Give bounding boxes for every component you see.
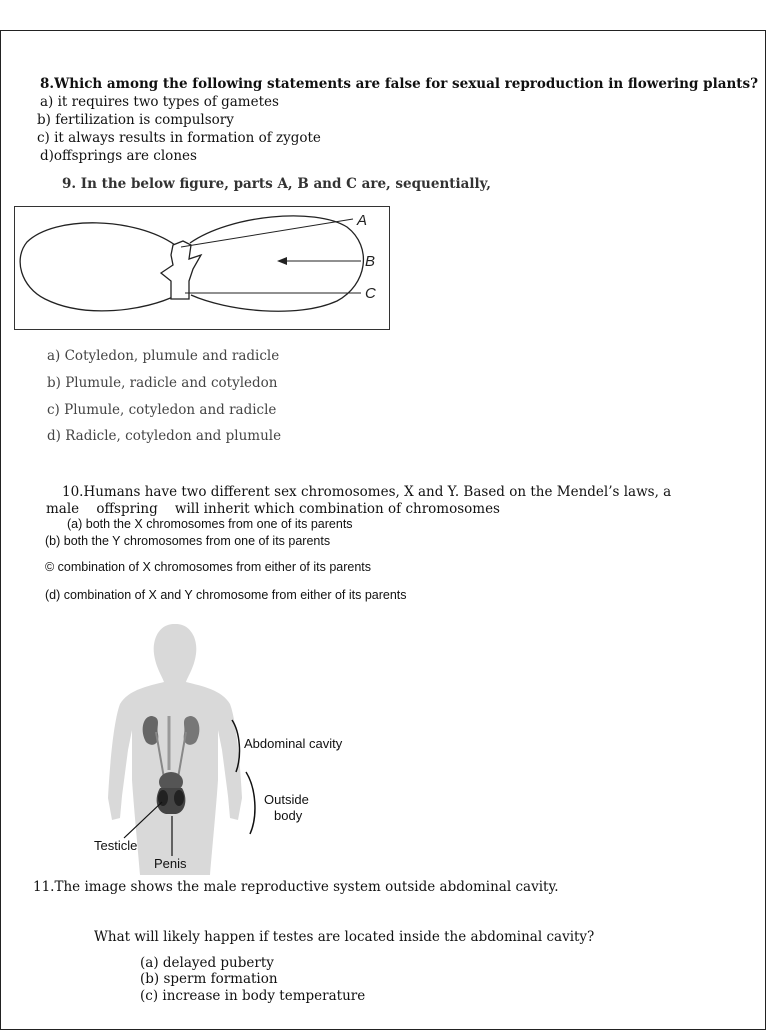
label-b: B	[365, 253, 376, 270]
outside-bracket	[246, 772, 255, 834]
question-10-line2: male offspring will inherit which combination of chromosomes	[46, 501, 500, 517]
q10-option-d: (d) combination of X and Y chromosome from either of its parents	[45, 588, 407, 602]
q11-option-b: (b) sperm formation	[140, 971, 278, 987]
q11-option-a: (a) delayed puberty	[140, 955, 274, 971]
q9-option-c: c) Plumule, cotyledon and radicle	[47, 402, 277, 418]
label-outside: Outside	[264, 792, 309, 807]
q9-option-a: a) Cotyledon, plumule and radicle	[47, 348, 280, 364]
q10-option-b: (b) both the Y chromosomes from one of its parents	[45, 534, 331, 548]
left-cotyledon	[20, 223, 177, 311]
embryo-axis	[161, 241, 201, 299]
q8-option-b: b) fertilization is compulsory	[37, 112, 234, 128]
question-9-text: 9. In the below figure, parts A, B and C are, sequentially,	[62, 176, 491, 192]
right-cotyledon	[190, 216, 363, 311]
label-body: body	[274, 808, 303, 823]
q10-option-a: (a) both the X chromosomes from one of its parents	[67, 517, 353, 531]
label-abdominal-cavity: Abdominal cavity	[244, 736, 343, 751]
male-body-drawing	[90, 620, 390, 875]
label-c: C	[365, 285, 376, 302]
male-body-figure	[90, 620, 390, 875]
q8-option-d: d)offsprings are clones	[40, 148, 197, 164]
question-10-line1: 10.Humans have two different sex chromosomes, X and Y. Based on the Mendel’s laws, a	[62, 484, 672, 500]
question-11-text: What will likely happen if testes are located inside the abdominal cavity?	[94, 929, 595, 945]
q10-option-c: © combination of X chromosomes from either of its parents	[45, 560, 372, 574]
q11-option-c: (c) increase in body temperature	[140, 988, 366, 1004]
question-8-text: 8.Which among the following statements are false for sexual reproduction in flowering plants?	[40, 76, 759, 92]
label-testicle: Testicle	[94, 838, 138, 853]
right-testicle	[174, 790, 184, 806]
q9-option-b: b) Plumule, radicle and cotyledon	[47, 375, 278, 391]
q9-option-d: d) Radicle, cotyledon and plumule	[47, 428, 282, 444]
question-11-statement: 11.The image shows the male reproductive system outside abdominal cavity.	[33, 879, 559, 895]
q8-option-a: a) it requires two types of gametes	[40, 94, 279, 110]
seed-embryo-figure	[14, 206, 390, 330]
arrowhead-b	[277, 257, 287, 265]
label-a: A	[357, 212, 368, 229]
seed-embryo-drawing	[15, 207, 389, 329]
label-penis: Penis	[154, 856, 187, 871]
q8-option-c: c) it always results in formation of zygote	[37, 130, 321, 146]
